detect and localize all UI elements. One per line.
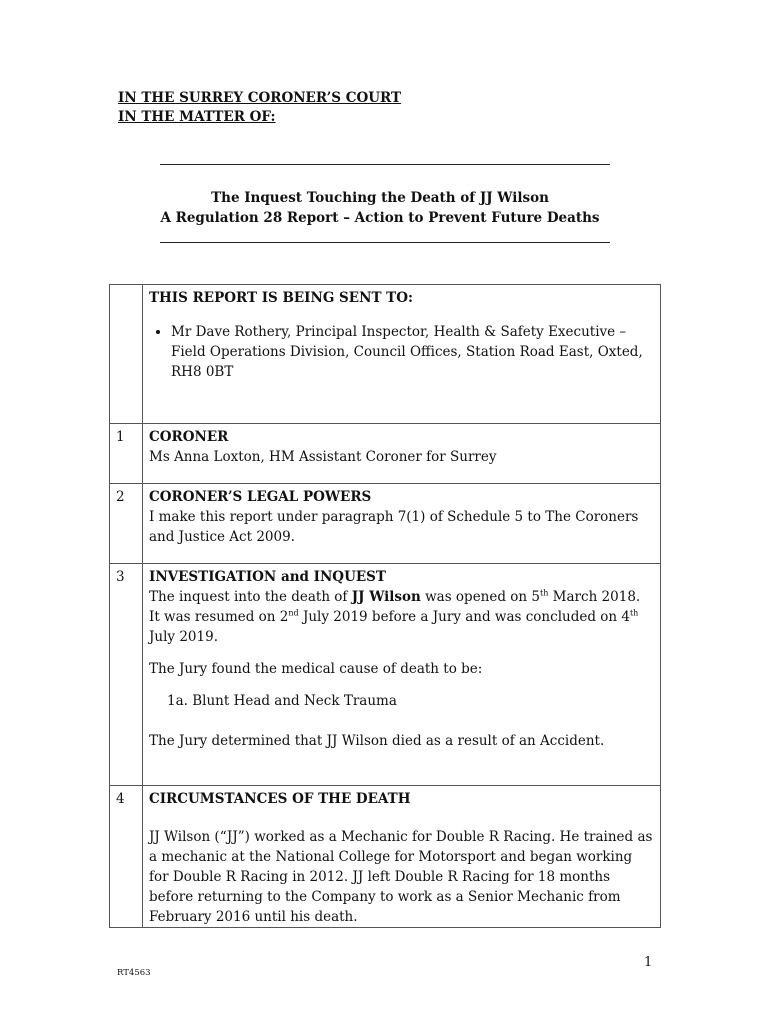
- section-heading: CIRCUMSTANCES OF THE DEATH: [149, 791, 411, 807]
- conclusion: The Jury determined that JJ Wilson died as a result of an Accident.: [149, 733, 605, 749]
- list-item: • Mr Dave Rothery, Principal Inspector, Health & Safety Executive – Field Operations Division, Council Offices, Station Road East, Oxted, RH8 0BT: [171, 322, 654, 382]
- section-cell: [143, 786, 661, 928]
- table-row: [110, 484, 661, 564]
- table-row: [110, 786, 661, 928]
- row-number: 4: [110, 786, 143, 928]
- row-number: [110, 285, 143, 424]
- section-cell: [143, 564, 661, 786]
- section-heading: INVESTIGATION and INQUEST: [149, 569, 386, 585]
- report-table: [109, 284, 661, 928]
- table-row: [110, 424, 661, 484]
- section-text: Ms Anna Loxton, HM Assistant Coroner for Surrey: [149, 449, 497, 465]
- bottom-divider: [160, 242, 610, 243]
- document-reference: RT4563: [117, 968, 151, 978]
- top-divider: [160, 164, 610, 165]
- section-cell: [143, 424, 661, 484]
- section-heading: CORONER’S LEGAL POWERS: [149, 489, 372, 505]
- recipient-cell: [143, 285, 661, 424]
- section-text: I make this report under paragraph 7(1) of Schedule 5 to The Coroners and Justice Act 2009.: [149, 509, 639, 545]
- cause-of-death: 1a. Blunt Head and Neck Trauma: [167, 693, 397, 709]
- deceased-name: JJ Wilson: [351, 589, 421, 605]
- report-title: [110, 188, 650, 228]
- section-heading: CORONER: [149, 429, 229, 445]
- title-line-2: A Regulation 28 Report – Action to Prevent Future Deaths: [160, 210, 600, 226]
- recipient-heading: THIS REPORT IS BEING SENT TO:: [149, 290, 413, 306]
- section-text: JJ Wilson (“JJ”) worked as a Mechanic for Double R Racing. He trained as a mechanic at the National College for Motorsport and began working for Double R Racing in 2012. JJ left Double R Racing for 18 months before returning to the Company to work as a Senior Mechanic from February 2016 until his death.: [149, 829, 653, 925]
- row-number: 1: [110, 424, 143, 484]
- table-row: [110, 285, 661, 424]
- court-name: IN THE SURREY CORONER’S COURT: [118, 90, 402, 106]
- inquest-paragraph: The inquest into the death of JJ Wilson was opened on 5th March 2018. It was resumed on 2nd July 2019 before a Jury and was concluded on 4th July 2019.: [149, 588, 641, 645]
- court-heading: [118, 89, 401, 127]
- matter-line: IN THE MATTER OF:: [118, 109, 276, 125]
- title-line-1: The Inquest Touching the Death of JJ Wilson: [211, 190, 549, 206]
- recipient-list: [149, 322, 654, 382]
- section-cell: [143, 484, 661, 564]
- row-number: 3: [110, 564, 143, 786]
- table-row: [110, 564, 661, 786]
- page-number: 1: [644, 955, 653, 970]
- cause-intro: The Jury found the medical cause of death to be:: [149, 661, 483, 677]
- row-number: 2: [110, 484, 143, 564]
